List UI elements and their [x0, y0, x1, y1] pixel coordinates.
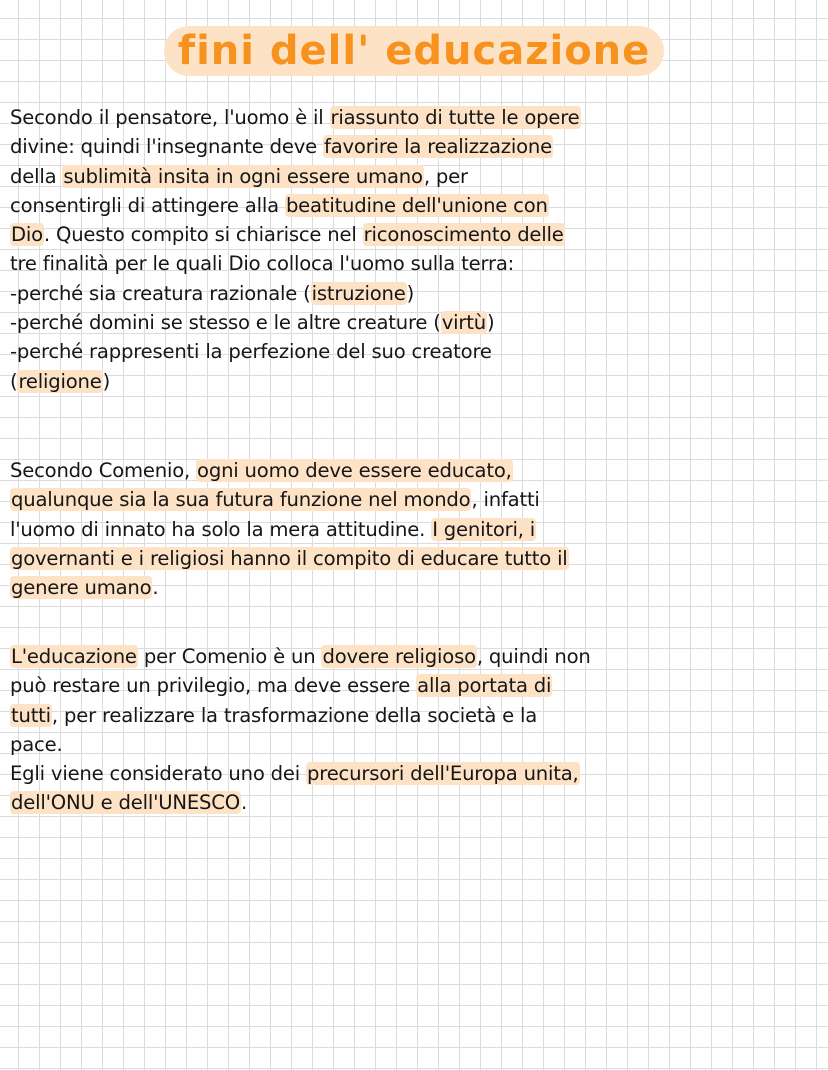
text-line	[10, 788, 822, 817]
text-line	[10, 456, 822, 485]
highlighted-text: I genitori, i	[432, 517, 536, 541]
paragraph-3	[10, 642, 822, 818]
highlighted-text: favorire la realizzazione	[324, 135, 552, 159]
text-segment: -perché domini se stesso e le altre creature (	[10, 311, 441, 335]
highlighted-text: riassunto di tutte le opere	[330, 106, 580, 129]
text-segment: )	[406, 281, 415, 305]
text-segment: consentirgli di attingere alla	[10, 193, 285, 217]
text-segment: Egli viene considerato uno dei	[10, 762, 307, 786]
text-segment: -perché rappresenti la perfezione del suo creatore	[10, 340, 492, 364]
text-segment: Secondo il pensatore, l'uomo è il	[10, 106, 330, 129]
text-segment: divine: quindi l'insegnante deve	[10, 135, 324, 159]
page-title: fini dell' educazione	[164, 26, 665, 76]
text-line	[10, 249, 822, 278]
text-segment: pace.	[10, 732, 63, 756]
highlighted-text: istruzione	[311, 281, 406, 305]
text-line	[10, 642, 822, 671]
text-line	[10, 759, 822, 788]
text-segment: . Questo compito si chiarisce nel	[43, 223, 363, 247]
text-segment: Secondo Comenio,	[10, 459, 197, 482]
text-line	[10, 701, 822, 730]
highlighted-text: riconoscimento delle	[363, 223, 564, 247]
highlighted-text: religione	[18, 369, 102, 393]
text-line	[10, 308, 822, 337]
highlighted-text: ogni uomo deve essere educato,	[197, 459, 512, 482]
text-segment: , per	[423, 164, 468, 188]
text-segment: può restare un privilegio, ma deve essere	[10, 674, 417, 698]
highlighted-text: L'educazione	[11, 645, 137, 668]
paragraph-2	[10, 456, 822, 602]
text-segment: , infatti	[471, 488, 540, 512]
text-segment: .	[152, 576, 159, 600]
highlighted-text: genere umano	[11, 576, 152, 600]
text-line	[10, 367, 822, 396]
highlighted-text: governanti e i religiosi hanno il compito di educare tutto il	[11, 546, 568, 570]
text-segment: della	[10, 164, 63, 188]
highlighted-text: alla portata di	[417, 674, 552, 698]
highlighted-text: dell'ONU e dell'UNESCO	[11, 791, 240, 815]
text-line	[10, 132, 822, 161]
text-line	[10, 544, 822, 573]
text-segment: )	[102, 369, 111, 393]
text-line	[10, 162, 822, 191]
text-segment: per Comenio è un	[137, 645, 322, 668]
text-line	[10, 573, 822, 602]
text-line	[10, 337, 822, 366]
text-line	[10, 103, 822, 132]
text-segment: tre finalità per le quali Dio colloca l'uomo sulla terra:	[10, 252, 515, 276]
paragraph-1	[10, 103, 822, 396]
text-segment: -perché sia creatura razionale (	[10, 281, 311, 305]
text-line	[10, 515, 822, 544]
highlighted-text: dovere religioso	[322, 645, 476, 668]
highlighted-text: sublimità insita in ogni essere umano	[63, 164, 423, 188]
highlighted-text: qualunque sia la sua futura funzione nel mondo	[11, 488, 471, 512]
text-line	[10, 671, 822, 700]
highlighted-text: precursori dell'Europa unita,	[307, 762, 579, 786]
text-line	[10, 220, 822, 249]
highlighted-text: virtù	[441, 311, 486, 335]
highlighted-text: tutti	[11, 703, 51, 727]
text-line	[10, 191, 822, 220]
text-segment: l'uomo di innato ha solo la mera attitudine.	[10, 517, 432, 541]
text-line	[10, 485, 822, 514]
highlighted-text: Dio	[11, 223, 43, 247]
title-container	[0, 26, 828, 76]
text-segment: .	[240, 791, 248, 815]
text-segment: )	[486, 311, 495, 335]
text-segment: , per realizzare la trasformazione della società e la	[51, 703, 538, 727]
text-line	[10, 279, 822, 308]
highlighted-text: beatitudine dell'unione con	[285, 193, 548, 217]
text-line	[10, 730, 822, 759]
text-segment: , quindi non	[476, 645, 591, 668]
text-segment: (	[10, 369, 18, 393]
